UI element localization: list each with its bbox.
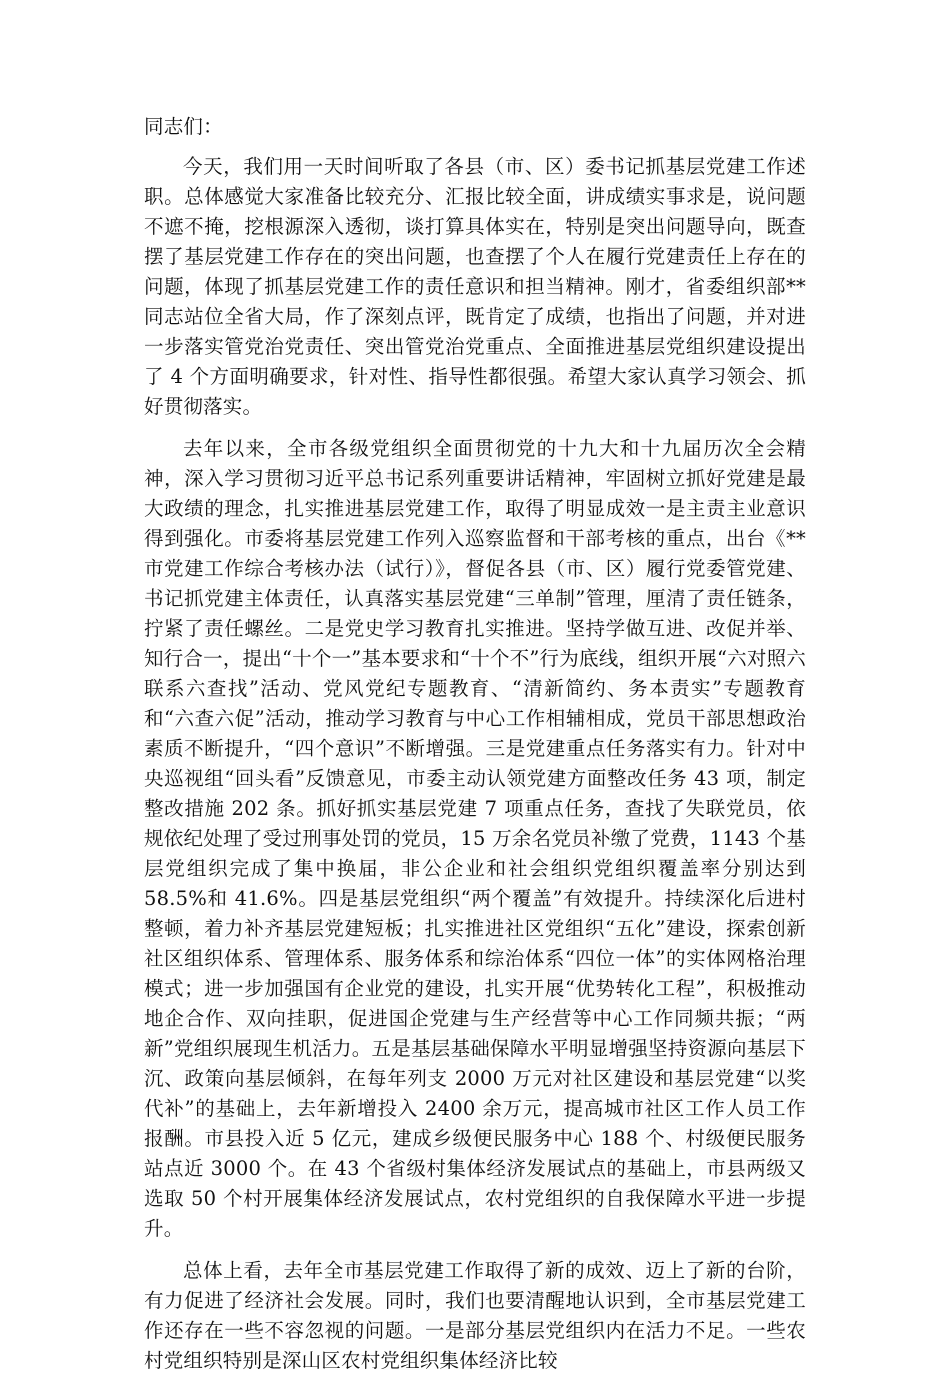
paragraph-achievements: 去年以来，全市各级党组织全面贯彻党的十九大和十九届历次全会精神，深入学习贯彻习近平总书记系列重要讲话精神，牢固树立抓好党建是最大政绩的理念，扎实推进基层党建工作，取得了明显成效一是主责主业意识得到强化。市委将基层党建工作列入巡察监督和干部考核的重点，出台《**市党建工作综合考核办法（试行）》，督促各县（市、区）履行党委管党建、书记抓党建主体责任，认真落实基层党建“三单制”管理，厘清了责任链条，拧紧了责任螺丝。二是党史学习教育扎实推进。坚持学做互进、改促并举、知行合一，提出“十个一”基本要求和“十个不”行为底线，组织开展“六对照六联系六查找”活动、党风党纪专题教育、“清新简约、务本责实”专题教育和“六查六促”活动，推动学习教育与中心工作相辅相成，党员干部思想政治素质不断提升，“四个意识”不断增强。三是党建重点任务落实有力。针对中央巡视组“回头看”反馈意见，市委主动认领党建方面整改任务 43 项，制定整改措施 202 条。抓好抓实基层党建 7 项重点任务，查找了失联党员，依规依纪处理了受过刑事处罚的党员，15 万余名党员补缴了党费，1143 个基层党组织完成了集中换届，非公企业和社会组织党组织覆盖率分别达到 58.5%和 41.6%。四是基层党组织“两个覆盖”有效提升。持续深化后进村整顿，着力补齐基层党建短板；扎实推进社区党组织“五化”建设，探索创新社区组织体系、管理体系、服务体系和综治体系“四位一体”的实体网格治理模式；进一步加强国有企业党的建设，扎实开展“优势转化工程”，积极推动地企合作、双向挂职，促进国企党建与生产经营等中心工作同频共振；“两新”党组织展现生机活力。五是基层基础保障水平明显增强坚持资源向基层下沉、政策向基层倾斜，在每年列支 2000 万元对社区建设和基层党建“以奖代补”的基础上，去年新增投入 2400 余万元，提高城市社区工作人员工作报酬。市县投入近 5 亿元，建成乡级便民服务中心 188 个、村级便民服务站点近 3000 个。在 43 个省级村集体经济发展试点的基础上，市县两级又选取 50 个村开展集体经济发展试点，农村党组织的自我保障水平进一步提升。 [144,437,806,1240]
paragraph-opening: 今天，我们用一天时间听取了各县（市、区）委书记抓基层党建工作述职。总体感觉大家准备比较充分、汇报比较全面，讲成绩实事求是，说问题不遮不掩，挖根源深入透彻，谈打算具体实在，特别是突出问题导向，既查摆了基层党建工作存在的突出问题，也查摆了个人在履行党建责任上存在的问题，体现了抓基层党建工作的责任意识和担当精神。刚才，省委组织部**同志站位全省大局，作了深刻点评，既肯定了成绩，也指出了问题，并对进一步落实管党治党责任、突出管党治党重点、全面推进基层党组织建设提出了 4 个方面明确要求，针对性、指导性都很强。希望大家认真学习领会、抓好贯彻落实。 [144,155,806,418]
paragraph-problems: 总体上看，去年全市基层党建工作取得了新的成效、迈上了新的台阶，有力促进了经济社会发展。同时，我们也要清醒地认识到，全市基层党建工作还存在一些不容忽视的问题。一是部分基层党组织内在活力不足。一些农村党组织特别是深山区农村党组织集体经济比较 [144,1259,806,1372]
greeting: 同志们： [144,115,223,138]
document-body [144,112,806,1388]
